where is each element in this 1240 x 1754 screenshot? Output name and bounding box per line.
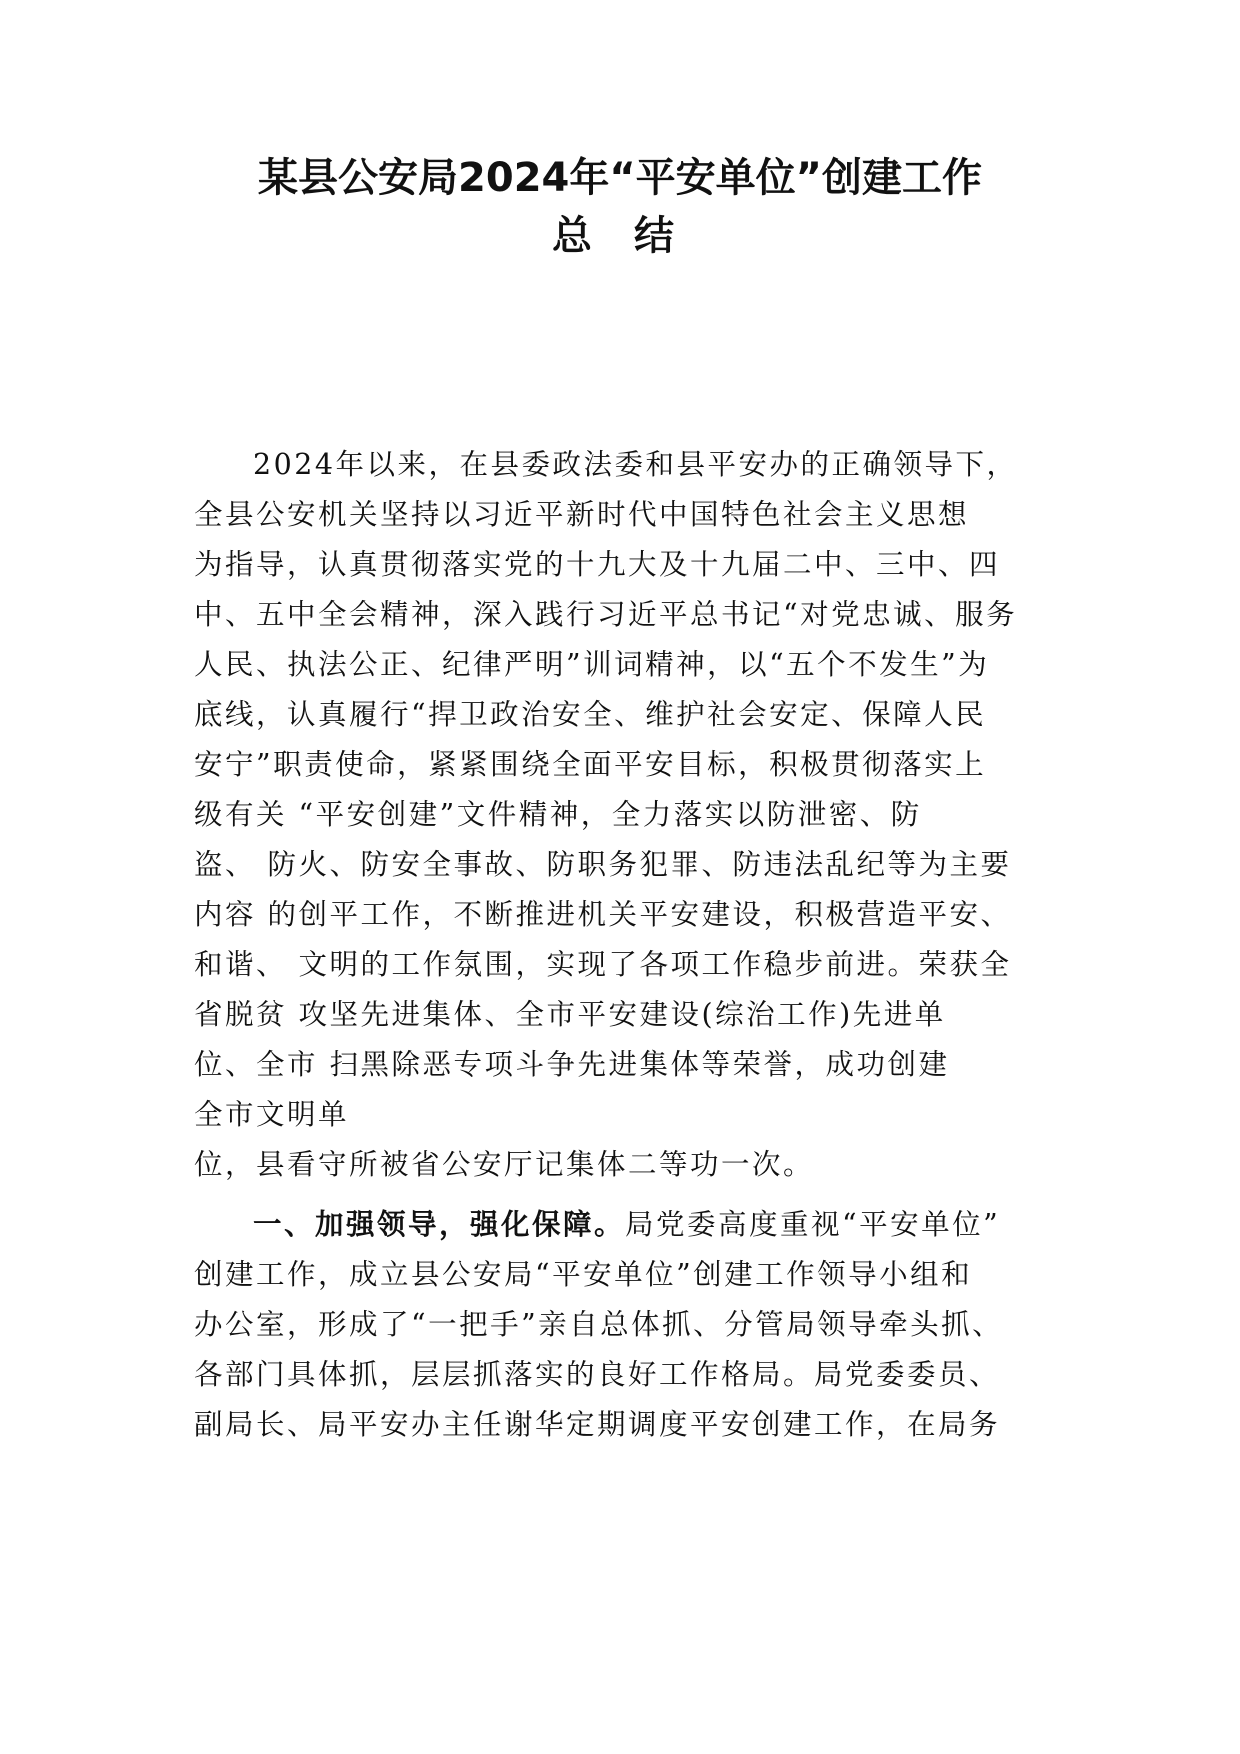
paragraph-line: 内容 的创平工作，不断推进机关平安建设，积极营造平安、 — [194, 898, 1012, 931]
paragraph-line: 位、全市 扫黑除恶专项斗争先进集体等荣誉，成功创建 — [194, 1048, 950, 1081]
paragraph-line: 安宁”职责使命，紧紧围绕全面平安目标，积极贯彻落实上 — [194, 748, 987, 781]
paragraph-line: 全县公安机关坚持以习近平新时代中国特色社会主义思想 — [194, 498, 970, 531]
paragraph-line: 级有关 “平安创建”文件精神，全力落实以防泄密、防 — [194, 798, 922, 831]
section-first-line-text: 局党委高度重视“平安单位” — [625, 1208, 1001, 1241]
paragraph-line: 和谐、 文明的工作氛围，实现了各项工作稳步前进。荣获全 — [194, 948, 1012, 981]
section-first-line — [253, 1201, 1000, 1249]
paragraph-line: 中、五中全会精神，深入践行习近平总书记“对党忠诚、服务 — [194, 598, 1018, 631]
paragraph-line: 底线，认真履行“捍卫政治安全、维护社会安定、保障人民 — [194, 698, 987, 731]
paragraph-line: 省脱贫 攻坚先进集体、全市平安建设(综治工作)先进单 — [194, 998, 946, 1031]
paragraph-line: 副局长、局平安办主任谢华定期调度平安创建工作，在局务 — [194, 1408, 1001, 1441]
paragraph-line: 创建工作，成立县公安局“平安单位”创建工作领导小组和 — [194, 1258, 973, 1291]
document-body — [194, 0, 1074, 1754]
document-title-continued: 总 结 — [552, 213, 688, 259]
paragraph-line: 盗、 防火、防安全事故、防职务犯罪、防违法乱纪等为主要 — [194, 848, 1012, 881]
paragraph-line: 位，县看守所被省公安厅记集体二等功一次。 — [194, 1148, 815, 1181]
section-heading: 一、加强领导，强化保障。 — [253, 1208, 626, 1241]
paragraph-line: 各部门具体抓，层层抓落实的良好工作格局。局党委委员、 — [194, 1358, 1001, 1391]
paragraph-line: 办公室，形成了“一把手”亲自总体抓、分管局领导牵头抓、 — [194, 1308, 1004, 1341]
paragraph-line: 人民、执法公正、纪律严明”训词精神，以“五个不发生”为 — [194, 648, 990, 681]
paragraph-line: 2024年以来，在县委政法委和县平安办的正确领导下， — [253, 448, 1018, 481]
document-title: 某县公安局2024年“平安单位”创建工作 — [258, 155, 982, 201]
paragraph-line: 为指导，认真贯彻落实党的十九大及十九届二中、三中、四 — [194, 548, 1001, 581]
paragraph-line: 全市文明单 — [194, 1098, 350, 1131]
